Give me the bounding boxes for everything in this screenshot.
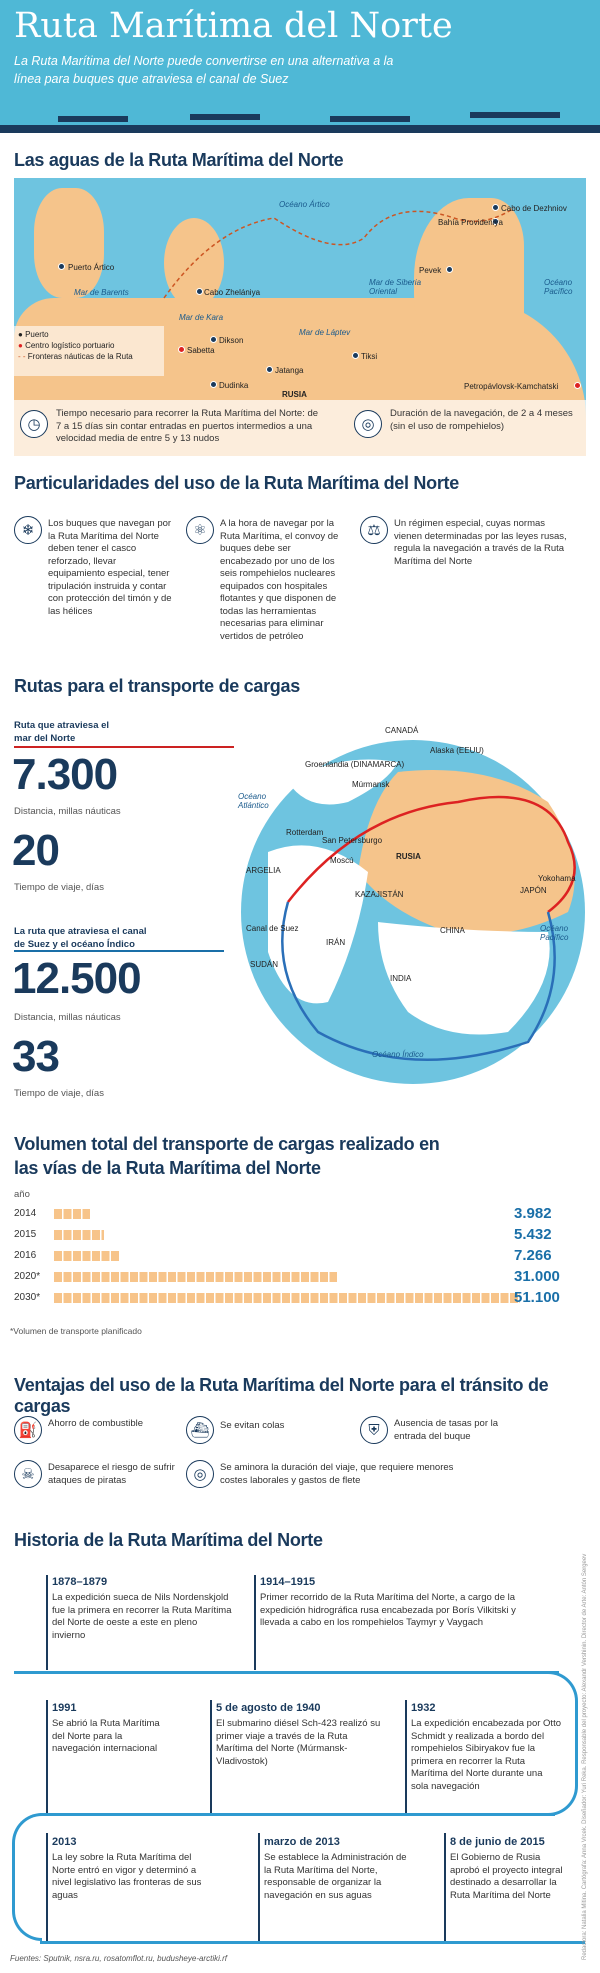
volume-value: 31.000 — [514, 1268, 560, 1285]
volume-unit: año — [14, 1189, 30, 1200]
ship-silhouette — [470, 112, 560, 118]
globe-label: Canal de Suez — [246, 924, 299, 933]
ship-silhouette — [190, 114, 260, 120]
timeline-tick — [46, 1833, 48, 1941]
volume-bar — [54, 1230, 104, 1240]
globe-label: IRÁN — [326, 938, 346, 947]
history-date: 5 de agosto de 1940 — [216, 1702, 321, 1714]
history-text: La expedición sueca de Nils Nordenskjold fue la primera en recorrer la Ruta Marítima del Norte de oeste a este en pleno invierno — [52, 1592, 232, 1641]
port-marker — [352, 352, 359, 359]
distance-caption: Distancia, millas náuticas — [14, 806, 121, 817]
wave-strip — [0, 125, 600, 133]
history-date: 1991 — [52, 1702, 77, 1714]
queue-icon: ⛴ — [186, 1416, 214, 1444]
place-label: Bahía Provideniya — [438, 218, 503, 227]
credits: Redactora: Natalia Mitina. Cartógrafa: Anna Vrcek. Diseñador: Yuri Reka. Responsable del proyecto: Alexandr Vershinin. Director de Arte: Antón Sergeev — [582, 1553, 588, 1960]
history-text: Primer recorrido de la Ruta Marítima del Norte, a cargo de la expedición hidrográfica rusa encabezada por Borís Vilkitski y llevada a cabo en los rompehielos Taymyr y Vaygach — [260, 1592, 516, 1628]
routes-title: Rutas para el transporte de cargas — [14, 676, 300, 696]
map-legend — [14, 326, 164, 376]
volume-bar — [54, 1251, 120, 1261]
history-date: marzo de 2013 — [264, 1836, 340, 1848]
north-distance: 7.300 — [12, 750, 118, 799]
globe-label: Alaska (EEUU) — [430, 746, 484, 755]
info-time: Tiempo necesario para recorrer la Ruta Marítima del Norte: de 7 a 15 días sin contar entradas en puertos intermedios a una velocidad media de entre 5 y 13 nudos — [56, 408, 319, 444]
info-duration: Duración de la navegación, de 2 a 4 meses (sin el uso de rompehielos) — [390, 408, 573, 432]
clock-icon: ◷ — [20, 410, 48, 438]
legend-logistic: ● Centro logístico portuario — [18, 341, 115, 350]
volume-year: 2014 — [14, 1208, 37, 1219]
port-marker — [492, 204, 499, 211]
volume-value: 5.432 — [514, 1226, 552, 1243]
place-label: Puerto Ártico — [68, 263, 115, 272]
history-date: 1878–1879 — [52, 1576, 108, 1588]
port-marker — [266, 366, 273, 373]
port-marker — [196, 288, 203, 295]
advantage-text: Se evitan colas — [220, 1420, 285, 1431]
timeline-tick — [210, 1700, 212, 1815]
volume-year: 2016 — [14, 1250, 37, 1261]
days-caption: Tiempo de viaje, días — [14, 882, 104, 893]
history-title: Historia de la Ruta Marítima del Norte — [14, 1530, 323, 1550]
globe-label: JAPÓN — [520, 886, 547, 895]
suez-route-pointer — [14, 950, 224, 952]
globe-label: SUDÁN — [250, 960, 279, 969]
history-text: La ley sobre la Ruta Marítima del Norte entró en vigor y determinó a nivel legislativo las fronteras de sus aguas — [52, 1852, 202, 1901]
globe-label: KAZAJISTÁN — [355, 890, 404, 899]
globe-label: CHINA — [440, 926, 465, 935]
ocean-label: Océano Pacífico — [544, 278, 573, 296]
country-label: RUSIA — [282, 390, 307, 399]
volume-bar — [54, 1293, 520, 1303]
timeline-curve — [12, 1813, 42, 1941]
place-label: Dikson — [219, 336, 244, 345]
page-subtitle: La Ruta Marítima del Norte puede convertirse en una alternativa a la línea para buques que atraviesa el canal de Suez — [14, 54, 394, 86]
globe-label: Groenlandia (DINAMARCA) — [305, 760, 405, 769]
ocean-label: Mar de Kara — [179, 313, 224, 322]
globe-label: Océano Índico — [372, 1050, 424, 1059]
history-text: La expedición encabezada por Otto Schmidt y realizada a bordo del rompehielos Sibiryakov fue la primera en recorrer la Ruta Marítima del Norte durante una sola navegación — [411, 1718, 561, 1792]
globe-label: Rotterdam — [286, 828, 324, 837]
volume-year: 2020* — [14, 1271, 41, 1282]
globe-label: San Petersburgo — [322, 836, 383, 845]
port-marker — [58, 263, 65, 270]
history-date: 1914–1915 — [260, 1576, 316, 1588]
particularity-text: Los buques que navegan por la Ruta Marítima del Norte deben tener el casco reforzado, llevar equipamiento especial, tener tripulación instruida y contar con protección del timón y de las hélices — [48, 518, 172, 617]
pirate-icon: ☠ — [14, 1460, 42, 1488]
history-text: El submarino diésel Sch-423 realizó su primer viaje a través de la Ruta Marítima del Norte (Múrmansk- Vladivostok) — [216, 1718, 381, 1767]
volume-value: 7.266 — [514, 1247, 552, 1264]
days-caption: Tiempo de viaje, días — [14, 1088, 104, 1099]
port-marker — [210, 336, 217, 343]
volume-value: 51.100 — [514, 1289, 560, 1306]
globe-label: Océano Pacífico — [540, 924, 569, 942]
logistic-marker — [178, 346, 185, 353]
legend-border: - - Fronteras náuticas de la Ruta — [18, 352, 133, 361]
history-text: Se abrió la Ruta Marítima del Norte para la navegación internacional — [52, 1718, 160, 1754]
volume-year: 2015 — [14, 1229, 37, 1240]
calendar-icon: ◎ — [354, 410, 382, 438]
ship-silhouette — [330, 116, 410, 122]
place-label: Petropávlovsk-Kamchatski — [464, 382, 559, 391]
history-date: 8 de junio de 2015 — [450, 1836, 545, 1848]
scales-icon: ⚖ — [360, 516, 388, 544]
place-label: Tiksi — [361, 352, 378, 361]
timeline-track — [40, 1941, 585, 1944]
volume-value: 3.982 — [514, 1205, 552, 1222]
globe-icon: ◎ — [186, 1460, 214, 1488]
north-route-pointer — [14, 746, 234, 748]
fuel-icon: ⛽ — [14, 1416, 42, 1444]
particularity-text: A la hora de navegar por la Ruta Marítima, el convoy de buques debe ser encabezado por uno de los seis rompehielos nucleares equipados con hospitales flotantes y que disponen de todas las herramientas necesarias para eliminar vertidos de petróleo — [220, 518, 339, 642]
legend-port: ● Puerto — [18, 330, 49, 339]
distance-caption: Distancia, millas náuticas — [14, 1012, 121, 1023]
particularity-text: Un régimen especial, cuyas normas vienen determinadas por las leyes rusas, regula la navegación a través de la Ruta Marítima del Norte — [394, 518, 567, 567]
logistic-marker — [574, 382, 581, 389]
timeline-tick — [444, 1833, 446, 1941]
volume-bar — [54, 1272, 337, 1282]
advantage-text: Ausencia de tasas por la entrada del buque — [394, 1418, 499, 1442]
timeline-track — [40, 1813, 555, 1816]
ocean-label: Mar de Barents — [74, 288, 129, 297]
sources: Fuentes: Sputnik, nsra.ru, rosatomflot.ru, budusheye-arctiki.rf — [10, 1954, 227, 1963]
globe-label: CANADÁ — [385, 726, 419, 735]
place-label: Dudinka — [219, 381, 249, 390]
place-label: Cabo Zhelániya — [204, 288, 261, 297]
timeline-tick — [254, 1575, 256, 1670]
timeline-tick — [405, 1700, 407, 1815]
port-marker — [446, 266, 453, 273]
ocean-label: Mar de Siberia Oriental — [369, 278, 422, 296]
map-section-title: Las aguas de la Ruta Marítima del Norte — [14, 150, 344, 170]
timeline-tick — [258, 1833, 260, 1941]
particularities-title: Particularidades del uso de la Ruta Marítima del Norte — [14, 473, 459, 493]
suez-route-label: La ruta que atraviesa el canal de Suez y el océano Índico — [14, 926, 147, 950]
history-date: 1932 — [411, 1702, 436, 1714]
header — [0, 0, 600, 132]
globe-label: Moscú — [330, 856, 354, 865]
snowflake-icon: ❄ — [14, 516, 42, 544]
volume-title: Volumen total del transporte de cargas realizado en las vías de la Ruta Marítima del Norte — [14, 1134, 440, 1178]
globe-label: Yokohama — [538, 874, 576, 883]
suez-days: 33 — [12, 1032, 59, 1081]
globe-label: RUSIA — [396, 852, 421, 861]
ship-silhouette — [58, 116, 128, 122]
place-label: Jatanga — [275, 366, 304, 375]
volume-bar — [54, 1209, 90, 1219]
atom-icon: ⚛ — [186, 516, 214, 544]
page-title: Ruta Marítima del Norte — [14, 6, 453, 46]
advantage-text: Desaparece el riesgo de sufrir ataques de piratas — [48, 1462, 175, 1486]
ocean-label: Mar de Láptev — [299, 328, 351, 337]
timeline-tick — [46, 1700, 48, 1815]
history-date: 2013 — [52, 1836, 77, 1848]
timeline-tick — [46, 1575, 48, 1670]
suez-distance: 12.500 — [12, 954, 141, 1003]
advantage-text: Se aminora la duración del viaje, que requiere menores costes laborales y gastos de flete — [220, 1462, 454, 1486]
port-marker — [210, 381, 217, 388]
ocean-label: Océano Ártico — [279, 200, 330, 209]
info-bar — [14, 400, 586, 456]
advantages-title: Ventajas del uso de la Ruta Marítima del Norte para el tránsito de cargas — [14, 1375, 549, 1416]
place-label: Sabetta — [187, 346, 215, 355]
toll-icon: ⛨ — [360, 1416, 388, 1444]
north-route-label: Ruta que atraviesa el mar del Norte — [14, 720, 110, 744]
history-text: El Gobierno de Rusia aprobó el proyecto integral destinado a desarrollar la Ruta Marítima del Norte — [450, 1852, 563, 1901]
advantage-text: Ahorro de combustible — [48, 1418, 144, 1429]
place-label: Pevek — [419, 266, 442, 275]
globe-label: Múrmansk — [352, 780, 390, 789]
arctic-map — [14, 178, 586, 456]
volume-year: 2030* — [14, 1292, 41, 1303]
timeline-track — [14, 1671, 559, 1674]
north-days: 20 — [12, 826, 59, 875]
volume-note: *Volumen de transporte planificado — [10, 1326, 142, 1336]
globe-label: INDIA — [390, 974, 412, 983]
place-label: Cabo de Dezhniov — [501, 204, 567, 213]
globe-label: ARGELIA — [246, 866, 281, 875]
history-text: Se establece la Administración de la Ruta Marítima del Norte, responsable de organizar la navegación en sus aguas — [264, 1852, 407, 1901]
globe-label: Océano Atlántico — [238, 792, 269, 810]
